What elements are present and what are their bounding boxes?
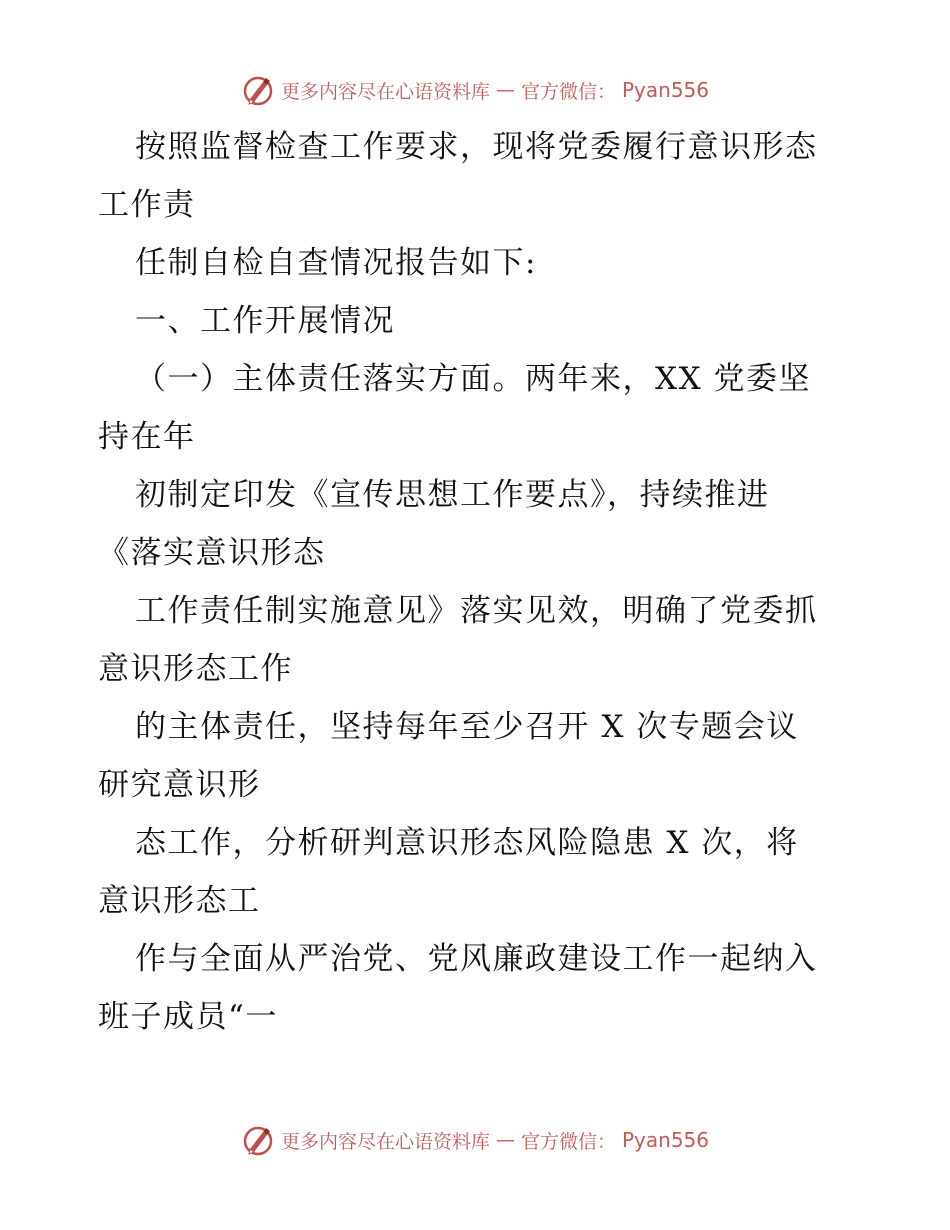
watermark-text: 更多内容尽在心语资料库 <box>280 1130 490 1153</box>
text-line: 的主体责任，坚持每年至少召开 X 次专题会议 <box>135 709 799 745</box>
watermark-label: 官方微信： <box>520 1130 616 1153</box>
header-watermark <box>0 70 950 110</box>
watermark-dash: — <box>495 79 515 101</box>
text-line: 工作责任制实施意见》落实见效，明确了党委抓 <box>135 593 818 629</box>
document-body <box>98 118 868 1046</box>
text-line: 态工作，分析研判意识形态风险隐患 X 次，将 <box>135 825 799 861</box>
text-line: 意识形态工作 <box>98 651 293 687</box>
text-line: 工作责 <box>98 187 196 223</box>
text-line: 持在年 <box>98 419 196 455</box>
watermark-dash: — <box>495 1129 515 1151</box>
text-line: （一）主体责任落实方面。两年来，XX 党委坚 <box>135 361 811 397</box>
text-line: 按照监督检查工作要求，现将党委履行意识形态 <box>135 129 818 165</box>
pen-logo-icon <box>241 73 275 107</box>
text-line: 任制自检自查情况报告如下: <box>135 245 537 281</box>
pen-logo-icon <box>241 1123 275 1157</box>
watermark-id: Pyan556 <box>622 1128 710 1152</box>
footer-watermark <box>0 1120 950 1160</box>
watermark-label: 官方微信： <box>520 80 616 103</box>
text-line: 作与全面从严治党、党风廉政建设工作一起纳入 <box>135 941 818 977</box>
text-line: 班子成员“一 <box>98 999 278 1035</box>
watermark-text: 更多内容尽在心语资料库 <box>280 80 490 103</box>
text-line: 研究意识形 <box>98 767 261 803</box>
text-line: 《落实意识形态 <box>98 535 326 571</box>
watermark-id: Pyan556 <box>622 78 710 102</box>
text-line: 一、工作开展情况 <box>135 303 395 339</box>
text-line: 初制定印发《宣传思想工作要点》，持续推进 <box>135 477 770 513</box>
text-line: 意识形态工 <box>98 883 261 919</box>
